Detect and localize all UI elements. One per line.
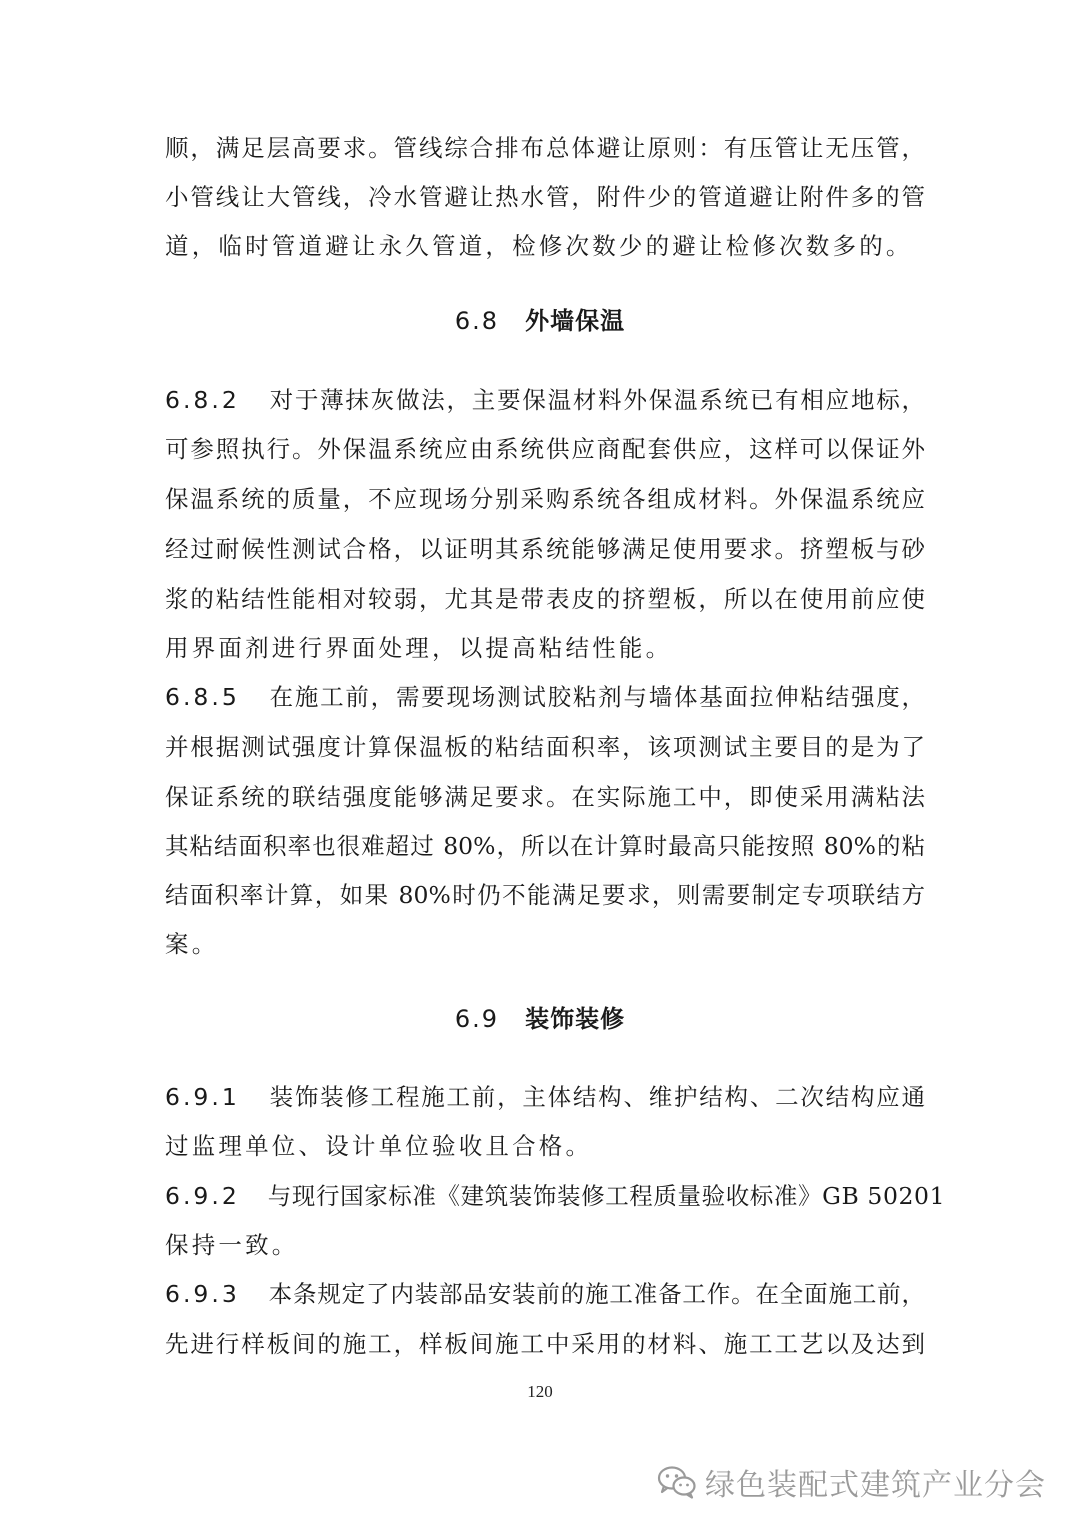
clause-number: 6.8.5 bbox=[165, 683, 240, 711]
clause-number: 6.9.1 bbox=[165, 1083, 240, 1111]
paragraph-line: 保温系统的质量，不应现场分别采购系统各组成材料。外保温系统应 bbox=[165, 485, 925, 513]
wechat-icon bbox=[657, 1465, 697, 1499]
paragraph-line: 顺，满足层高要求。管线综合排布总体避让原则：有压管让无压管， bbox=[165, 134, 925, 162]
paragraph-line: 过监理单位、设计单位验收且合格。 bbox=[165, 1132, 593, 1160]
section-number: 6.8 bbox=[454, 307, 500, 335]
paragraph-line: 经过耐候性测试合格，以证明其系统能够满足使用要求。挤塑板与砂 bbox=[165, 535, 925, 563]
section-number: 6.9 bbox=[454, 1005, 500, 1033]
section-heading-6-9 bbox=[0, 1003, 1080, 1035]
clause-text: 在施工前，需要现场测试胶粘剂与墙体基面拉伸粘结强度， bbox=[267, 683, 925, 711]
clause-number: 6.9.2 bbox=[165, 1182, 240, 1210]
paragraph-line: 可参照执行。外保温系统应由系统供应商配套供应，这样可以保证外 bbox=[165, 435, 925, 463]
paragraph-line: 并根据测试强度计算保温板的粘结面积率，该项测试主要目的是为了 bbox=[165, 733, 925, 761]
paragraph-line: 用界面剂进行界面处理，以提高粘结性能。 bbox=[165, 634, 673, 662]
paragraph-line: 其粘结面积率也很难超过 80%，所以在计算时最高只能按照 80%的粘 bbox=[165, 832, 925, 860]
clause-6-8-5-line bbox=[165, 682, 925, 712]
clause-6-9-2-line bbox=[165, 1181, 946, 1211]
paragraph-line: 结面积率计算，如果 80%时仍不能满足要求，则需要制定专项联结方 bbox=[165, 881, 925, 909]
clause-6-8-2-line bbox=[165, 385, 925, 415]
page-number: 120 bbox=[527, 1382, 553, 1401]
paragraph-line: 保持一致。 bbox=[165, 1231, 299, 1259]
section-title: 外墙保温 bbox=[525, 307, 626, 335]
section-title: 装饰装修 bbox=[525, 1005, 626, 1033]
clause-text: 本条规定了内装部品安装前的施工准备工作。在全面施工前， bbox=[267, 1280, 925, 1308]
paragraph-line: 浆的粘结性能相对较弱，尤其是带表皮的挤塑板，所以在使用前应使 bbox=[165, 585, 925, 613]
section-heading-6-8 bbox=[0, 305, 1080, 337]
clause-6-9-3-line bbox=[165, 1279, 925, 1309]
paragraph-line: 先进行样板间的施工，样板间施工中采用的材料、施工工艺以及达到 bbox=[165, 1330, 925, 1358]
watermark bbox=[657, 1460, 1046, 1504]
clause-text: 装饰装修工程施工前，主体结构、维护结构、二次结构应通 bbox=[267, 1083, 925, 1111]
paragraph-line: 保证系统的联结强度能够满足要求。在实际施工中，即使采用满粘法 bbox=[165, 783, 925, 811]
clause-text: 与现行国家标准《建筑装饰装修工程质量验收标准》GB 50201 bbox=[267, 1182, 946, 1210]
clause-text: 对于薄抹灰做法，主要保温材料外保温系统已有相应地标， bbox=[267, 386, 925, 414]
watermark-text: 绿色装配式建筑产业分会 bbox=[705, 1468, 1046, 1503]
paragraph-line: 小管线让大管线，冷水管避让热水管，附件少的管道避让附件多的管 bbox=[165, 183, 925, 211]
clause-6-9-1-line bbox=[165, 1082, 925, 1112]
paragraph-line: 道，临时管道避让永久管道，检修次数少的避让检修次数多的。 bbox=[165, 232, 913, 260]
paragraph-line: 案。 bbox=[165, 930, 219, 958]
clause-number: 6.8.2 bbox=[165, 386, 240, 414]
clause-number: 6.9.3 bbox=[165, 1280, 240, 1308]
